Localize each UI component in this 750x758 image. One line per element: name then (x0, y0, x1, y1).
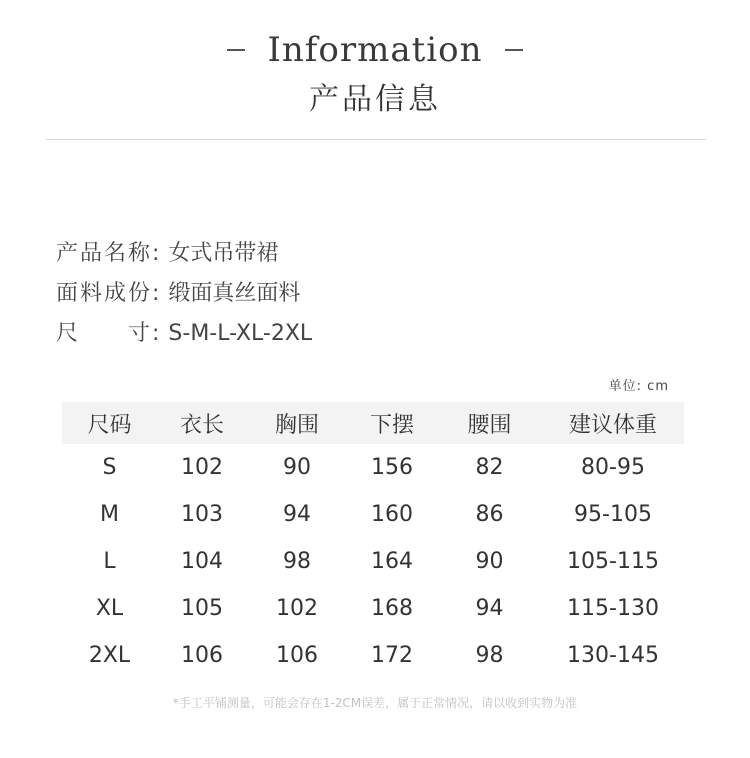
table-cell: S (102, 455, 117, 480)
title-en-row (0, 28, 750, 72)
table-cell: 90 (475, 549, 504, 574)
header-bust: 胸围 (274, 412, 319, 438)
table-row (62, 585, 684, 632)
table-row (62, 444, 684, 491)
table-cell: M (100, 502, 119, 527)
table-cell: 98 (283, 549, 311, 574)
header (0, 28, 750, 118)
table-cell: 103 (181, 502, 223, 527)
material-line (56, 274, 312, 314)
table-cell: 94 (475, 596, 504, 621)
table-cell: 80-95 (581, 455, 645, 480)
table-cell: 2XL (88, 643, 131, 668)
unit-note: 单位: cm (608, 379, 669, 394)
table-cell: 164 (371, 549, 413, 574)
header-hem: 下摆 (369, 412, 414, 438)
table-cell: 86 (475, 502, 504, 527)
table-row (62, 491, 684, 538)
table-cell: 105 (181, 596, 223, 621)
table-cell: 95-105 (574, 502, 652, 527)
table-cell: 172 (371, 643, 413, 668)
table-cell: 168 (371, 596, 413, 621)
header-size: 尺码 (87, 412, 132, 438)
right-dash-decoration (505, 49, 523, 51)
table-cell: 156 (371, 455, 413, 480)
header-weight: 建议体重 (568, 412, 657, 438)
size-label: 尺 寸: (56, 321, 162, 346)
product-name-value: 女式吊带裙 (168, 241, 279, 266)
table-cell: 105-115 (567, 549, 659, 574)
title-chinese: 产品信息 (309, 82, 441, 117)
table-cell: 102 (276, 596, 318, 621)
title-english: Information (267, 30, 483, 70)
material-label: 面料成份: (56, 281, 162, 306)
header-length: 衣长 (179, 412, 224, 438)
size-table (62, 402, 684, 679)
size-value: S-M-L-XL-2XL (168, 321, 313, 346)
table-cell: 115-130 (567, 596, 659, 621)
product-name-line (56, 234, 312, 274)
table-cell: 82 (475, 455, 504, 480)
table-cell: 98 (475, 643, 504, 668)
table-cell: 106 (181, 643, 223, 668)
table-cell: 106 (276, 643, 318, 668)
table-cell: 102 (181, 455, 223, 480)
size-line (56, 314, 312, 354)
product-info (56, 234, 312, 354)
table-cell: 160 (371, 502, 413, 527)
table-cell: 130-145 (567, 643, 659, 668)
table-row (62, 538, 684, 585)
product-name-label: 产品名称: (56, 241, 162, 266)
table-cell: 104 (181, 549, 223, 574)
left-dash-decoration (227, 49, 245, 51)
material-value: 缎面真丝面料 (168, 281, 301, 306)
table-row (62, 632, 684, 679)
table-cell: XL (95, 596, 124, 621)
table-header-row (62, 402, 684, 444)
table-cell: 90 (283, 455, 311, 480)
header-divider (46, 139, 706, 140)
measurement-footnote: *手工平铺测量，可能会存在1-2CM误差，属于正常情况，请以收到实物为准 (172, 696, 578, 710)
header-waist: 腰围 (467, 412, 512, 438)
table-cell: L (103, 549, 116, 574)
table-cell: 94 (283, 502, 311, 527)
